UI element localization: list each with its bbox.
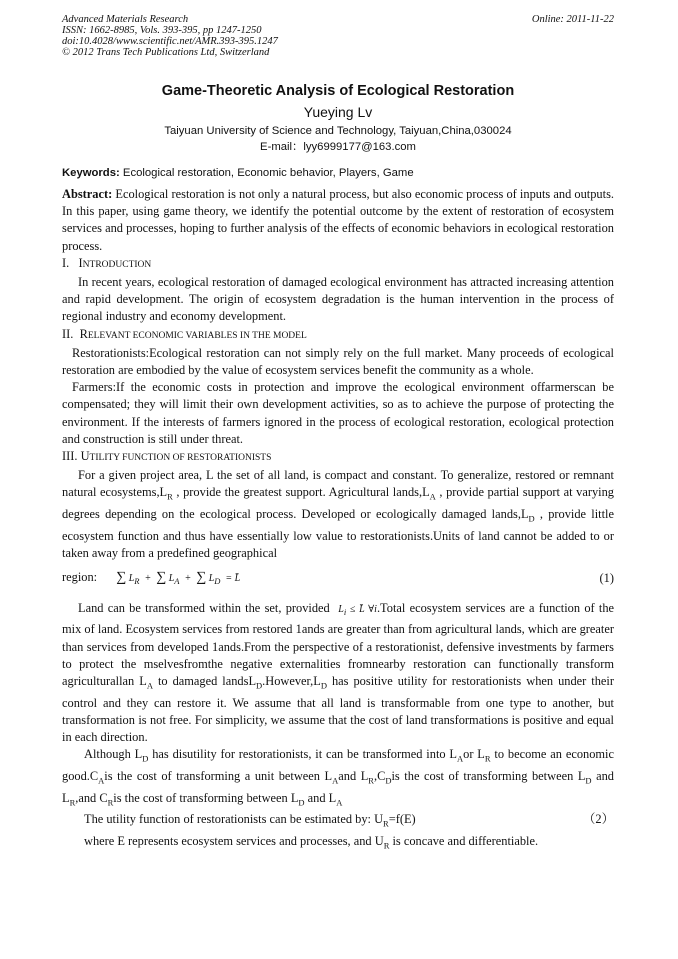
constraint-formula: $L_i$ ≤ L̄ ∀i [338,604,377,618]
journal-header [62,14,614,58]
online-date: Online: 2011-11-22 [531,14,614,25]
affiliation: Taiyuan University of Science and Technology, Taiyuan,China,030024 [164,125,512,137]
abstract-label: Abstract: [62,187,113,201]
journal-name: Advanced Materials Research [62,14,189,25]
section-heading-variables: II. RELEVANT ECONOMIC VARIABLES IN THE MODEL [62,326,307,341]
land-set-paragraph: For a given project area, L the set of all land, is compact and constant. To generalize, restored or remnant natural $ecosystems,L_R$ , provide the greatest support. Agricultural $lands,L_A$ , provide partial support at varying degrees depending on the ecological process. Developed or ecologically damaged $lands,L_D$ , provide little ecosystem function and thus have essentially low value to restorationists.Units of land cannot be added to or taken away from a predefined geographical [62,468,614,560]
paper-title: Game-Theoretic Analysis of Ecological Restoration [161,83,515,99]
land-transform-paragraph: Land can be transformed within the set, provided $L_i$ ≤ L̄ ∀i.Total ecosystem services are a function of the mix of land. Ecosystem services from restored 1ands are greater than from agricultural lands, which are greater than services from developed 1ands.From the perspective of a restorationist, defensive investments by farmers to protect the mselvesfromthe negative externalities fromnearby restoration can functionally transform agriculturallan $L_A$ to damaged $landsL_D.However,L_D$ has positive utility for restorationists when under their control and they can restore it. We assume that all land is transformable from one type to another, but transformation is not free. For simplicity, we assume that the cost of land transformations is positive and equal in each direction. [62,601,615,745]
issn-line: ISSN: 1662-8985, Vols. 393-395, pp 1247-1250 [62,25,262,36]
paper-page [62,14,614,855]
keywords [62,167,614,179]
equation-2-number: （2） [583,812,614,827]
farmers-paragraph: Farmers:If the economic costs in protection and improve the ecological environment offarmerscan be compensated; they will limit their own development activities, so as to achieve the purpose of protecting the environment. If the interests of farmers ignored in the process of ecological restoration, ecological protection and construction is still under threat. [62,380,614,446]
intro-paragraph: In recent years, ecological restoration of damaged ecological environment has attracted increasing attention and rapid development. The origin of ecosystem degradation is the human intervention in the process of regional industry and economy development. [62,275,614,324]
utility-description: where E represents ecosystem services and processes, and $U_R$ is concave and differentiable. [84,833,539,851]
abstract [62,186,614,255]
equation-2 [84,811,614,833]
keywords-text: Ecological restoration, Economic behavior, Players, Game [122,167,414,179]
restorationists-paragraph: Restorationists:Ecological restoration can not simply rely on the full market. Many proceeds of ecological restoration are embodied by the value of ecosystem services benefit the community as a whole. [62,345,614,378]
copyright-line: © 2012 Trans Tech Publications Ltd, Switzerland [62,47,270,58]
section-heading-introduction: I. INTRODUCTION [62,255,152,270]
equation-1-formula: ∑ $L_R$ + ∑ $L_A$ + ∑ $L_D$ = L̄ [116,570,241,587]
keywords-label: Keywords: [62,167,120,179]
author-name: Yueying Lv [303,104,373,120]
doi-line: doi:10.4028/www.scientific.net/AMR.393-395.1247 [62,36,278,47]
equation-1 [62,570,614,586]
author-email: E-mail：lyy6999177@163.com [260,141,416,153]
section-heading-utility: III. UTILITY FUNCTION OF RESTORATIONISTS [62,449,272,464]
abstract-text: Ecological restoration is not only a natural process, but also economic process of inputs and outputs. In this paper, using game theory, we identify the potential outcome by the extent of restoration of ecosystem services and processes, hoping to further analysis of the effects of economic behaviors in ecological restoration process. [62,187,614,253]
transform-cost-paragraph: Although $L_D$ has disutility for restorationists, it can be transformed into $L_Aor$ $L_R$ to become an economic $good.C_Ais$ the cost of transforming a unit between $L_Aand$ $L_R,C_Dis$ the cost of transforming between $L_D$ and $L_R,and$ $C_Ris$ the cost of transforming between $L_D$ and $L_A$ [62,747,615,808]
equation-1-number: (1) [599,570,614,585]
region-label: region: [62,570,98,585]
utility-function-line: The utility function of restorationists can be estimated by: $U_R=f(E)$ [84,812,416,829]
